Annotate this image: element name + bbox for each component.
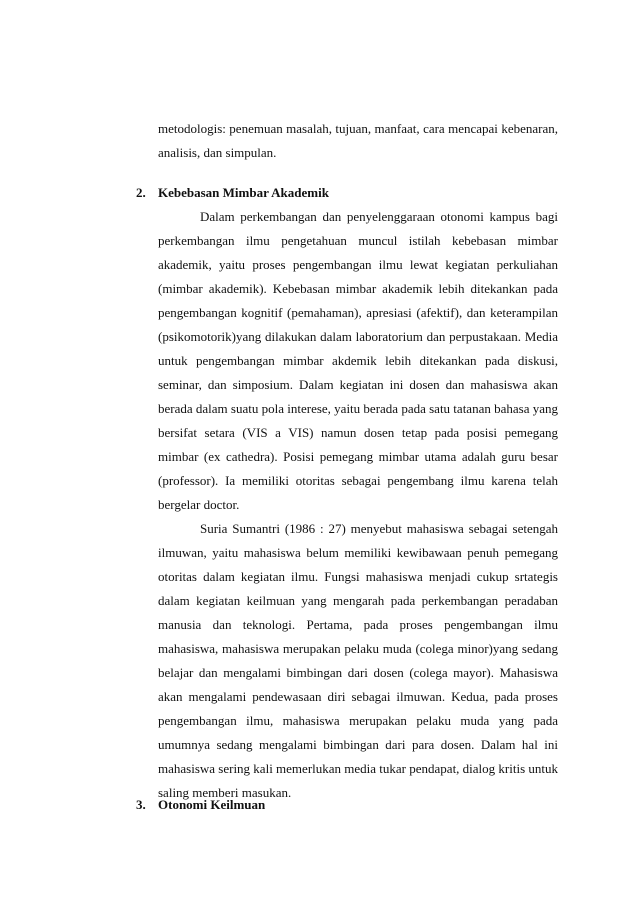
- section-body-2: [158, 205, 558, 805]
- paragraph-text: Dalam perkembangan dan penyelenggaraan otonomi kampus bagi perkembangan ilmu pengetahuan muncul istilah kebebasan mimbar akademik, yaitu proses pengembangan ilmu lewat kegiatan perkuliahan (mimbar akademik). Kebebasan mimbar akademik lebih ditekankan pada pengembangan kognitif (pemahaman), apresiasi (afektif), dan keterampilan (psikomotorik)yang dilakukan dalam laboratorium dan perpustakaan. Media untuk pengembangan mimbar akdemik lebih ditekankan pada diskusi, seminar, dan simposium. Dalam kegiatan ini dosen dan mahasiswa akan berada dalam suatu pola interese, yaitu berada pada satu tatanan bahasa yang bersifat setara (VIS a VIS) namun dosen tetap pada posisi pemegang mimbar (ex cathedra). Posisi pemegang mimbar utama adalah guru besar (professor). Ia memiliki otoritas sebagai pengembang ilmu karena telah bergelar doctor.: [158, 209, 558, 512]
- paragraph-text: metodologis: penemuan masalah, tujuan, manfaat, cara mencapai kebenaran, analisis, dan simpulan.: [158, 121, 558, 160]
- section-number: 3.: [136, 797, 146, 812]
- section-title: Otonomi Keilmuan: [158, 797, 266, 812]
- section-number: 2.: [136, 185, 146, 200]
- section-heading-2: [136, 183, 329, 203]
- paragraph-text: Suria Sumantri (1986 : 27) menyebut mahasiswa sebagai setengah ilmuwan, yaitu mahasiswa belum memiliki kewibawaan penuh pemegang otoritas dalam kegiatan ilmu. Fungsi mahasiswa menjadi cukup srtategis dalam kegiatan keilmuan yang mengarah pada perkembangan peradaban manusia dan teknologi. Pertama, pada proses pengembangan ilmu mahasiswa, mahasiswa merupakan pelaku muda (colega minor)yang sedang belajar dan mengalami bimbingan dari dosen (colega mayor). Mahasiswa akan mengalami pendewasaan diri sebagai ilmuwan. Kedua, pada proses pengembangan ilmu, mahasiswa merupakan pelaku muda yang pada umumnya sedang mengalami bimbingan dari para dosen. Dalam hal ini mahasiswa sering kali memerlukan media tukar pendapat, dialog kritis untuk saling memberi masukan.: [158, 521, 559, 800]
- continuation-paragraph: [158, 117, 558, 165]
- section-heading-3: [136, 795, 265, 815]
- section-title: Kebebasan Mimbar Akademik: [158, 185, 329, 200]
